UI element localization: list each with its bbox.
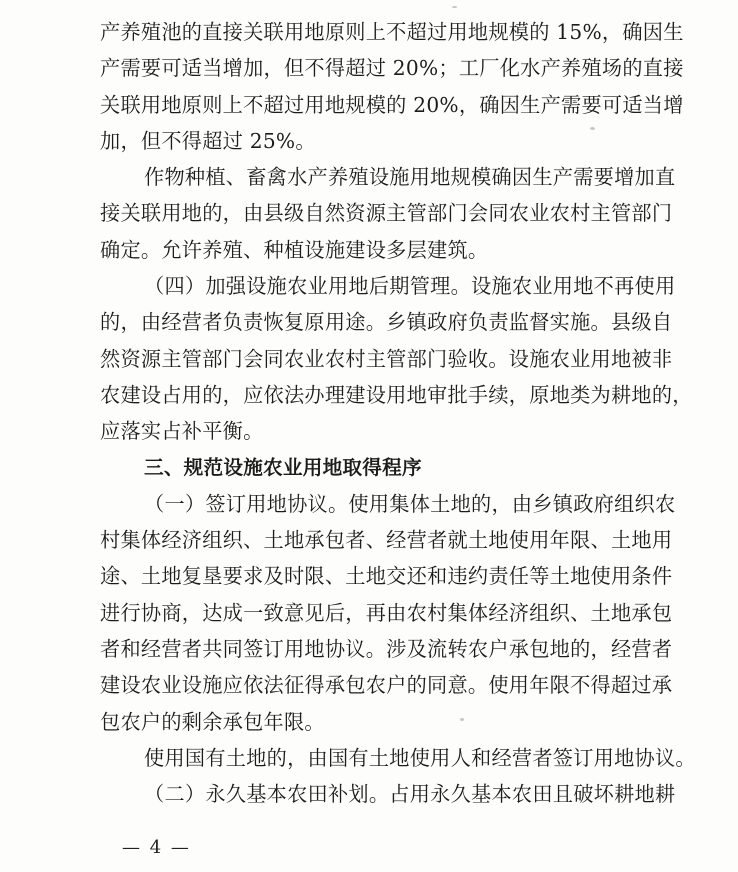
page-number: — 4 — xyxy=(122,837,191,858)
text-line: 包农户的剩余承包年限。 xyxy=(100,709,325,734)
text-line: 确定。允许养殖、种植设施建设多层建筑。 xyxy=(100,237,489,262)
text-line: 应落实占补平衡。 xyxy=(100,419,264,444)
text-line: 产养殖池的直接关联用地原则上不超过用地规模的 15%，确因生 xyxy=(100,20,684,44)
text-line: 途、土地复垦要求及时限、土地交还和违约责任等土地使用条件 xyxy=(100,564,673,589)
subsection-title-1: （一）签订用地协议。使用集体土地的，由乡镇政府组织农 xyxy=(144,491,676,516)
scan-speck xyxy=(452,6,457,8)
section-heading-3: 三、规范设施农业用地取得程序 xyxy=(144,455,422,479)
text-line: 加，但不得超过 25%。 xyxy=(100,128,316,153)
document-body xyxy=(100,14,696,813)
text-line: 村集体经济组织、土地承包者、经营者就土地使用年限、土地用 xyxy=(100,528,673,553)
paragraph-start: 作物种植、畜禽水产养殖设施用地规模确因生产需要增加直 xyxy=(144,165,676,190)
text-line: 然资源主管部门会同农业农村主管部门验收。设施农业用地被非 xyxy=(100,346,673,371)
text-line: 的，由经营者负责恢复原用途。乡镇政府负责监督实施。县级自 xyxy=(100,310,673,335)
text-line: 关联用地原则上不超过用地规模的 20%，确因生产需要可适当增 xyxy=(100,92,684,117)
text-line: 进行协商，达成一致意见后，再由农村集体经济组织、土地承包 xyxy=(100,600,673,625)
text-line: 产需要可适当增加，但不得超过 20%；工厂化水产养殖场的直接 xyxy=(100,56,684,81)
text-line: 者和经营者共同签订用地协议。涉及流转农户承包地的，经营者 xyxy=(100,637,673,662)
paragraph-start: 使用国有土地的，由国有土地使用人和经营者签订用地协议。 xyxy=(144,745,696,770)
subsection-title-2: （二）永久基本农田补划。占用永久基本农田且破坏耕地耕 xyxy=(144,782,676,807)
text-line: 接关联用地的，由县级自然资源主管部门会同农业农村主管部门 xyxy=(100,201,673,226)
scan-speck xyxy=(590,127,595,130)
text-line: 农建设占用的，应依法办理建设用地审批手续，原地类为耕地的， xyxy=(100,382,693,407)
scan-speck xyxy=(460,718,464,721)
text-line: 建设农业设施应依法征得承包农户的同意。使用年限不得超过承 xyxy=(100,673,673,698)
subsection-title-4: （四）加强设施农业用地后期管理。设施农业用地不再使用 xyxy=(144,274,676,299)
